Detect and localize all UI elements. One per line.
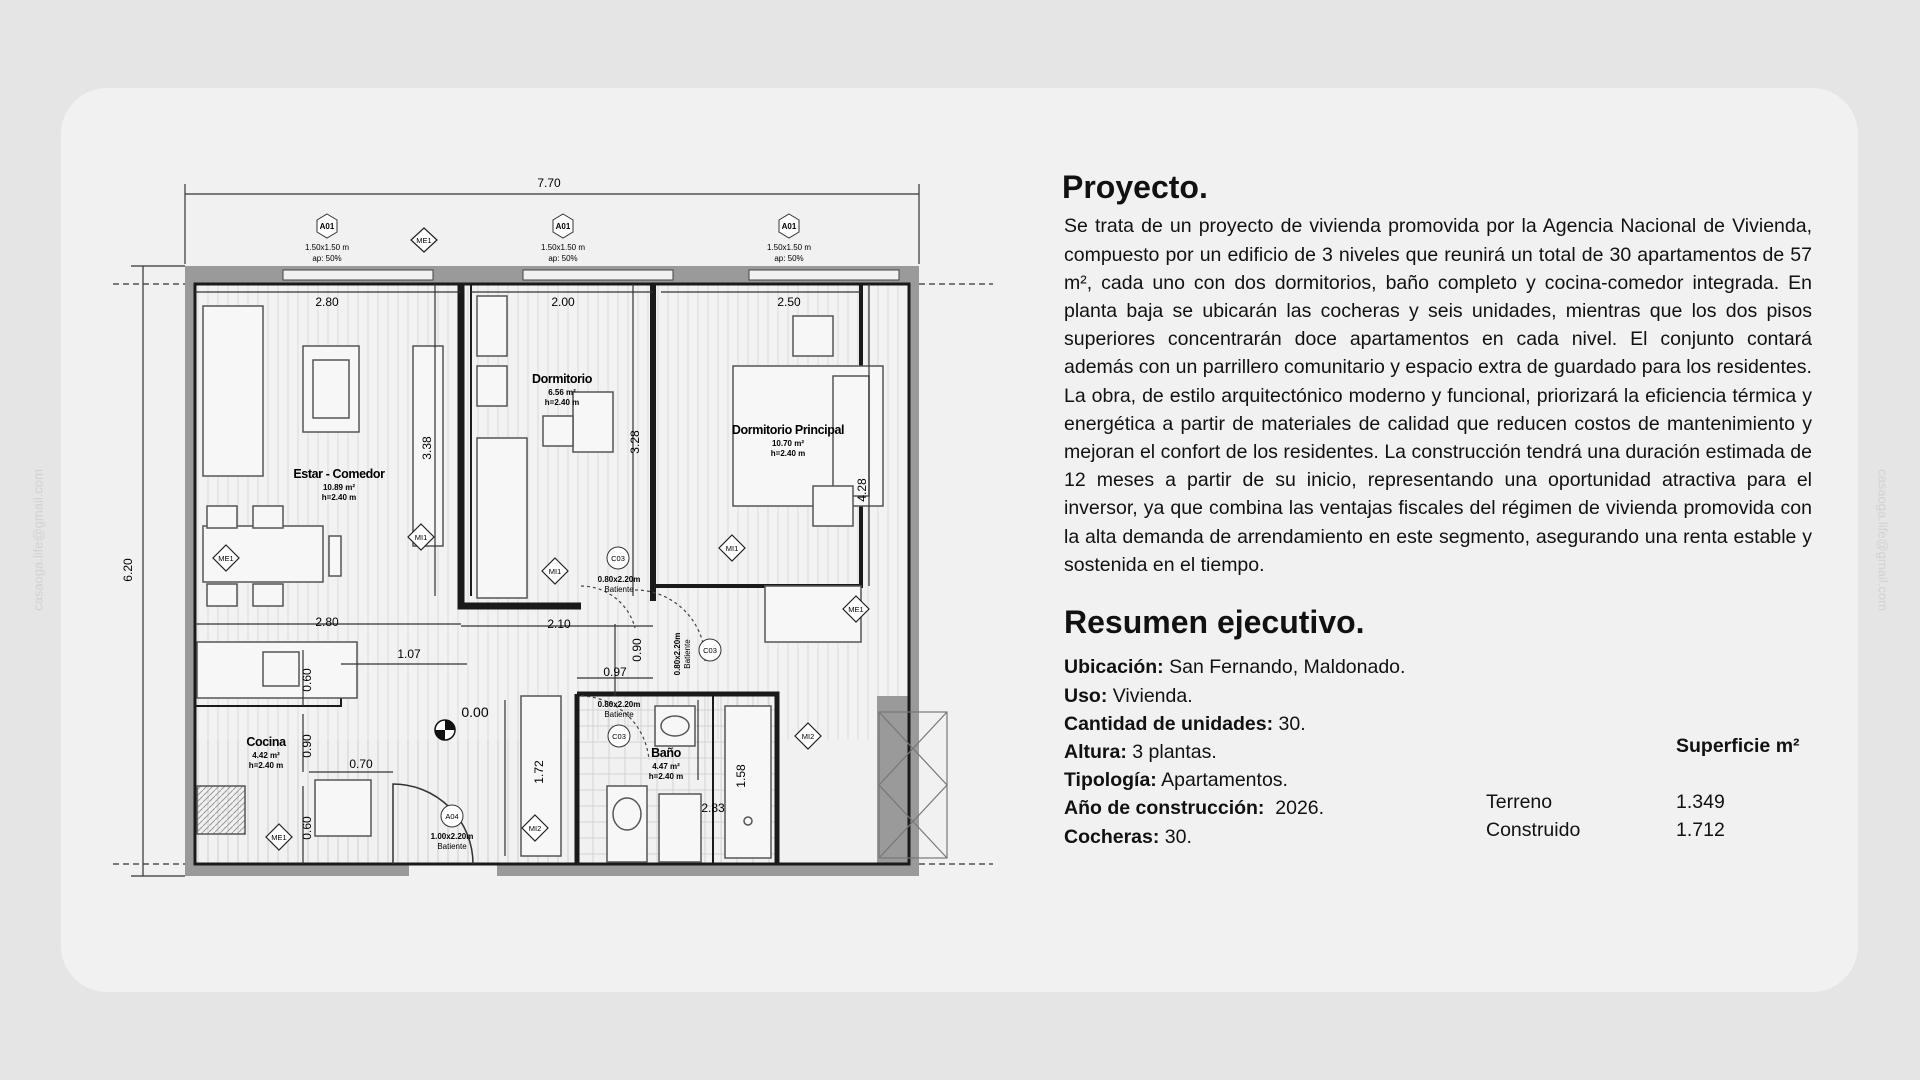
tag-mi1-master: MI1	[725, 544, 739, 553]
summary-label: Cantidad de unidades:	[1064, 712, 1274, 735]
summary-value: 30.	[1159, 825, 1192, 848]
room-principal-area: 10.70 m²	[771, 439, 805, 448]
summary-label: Tipología:	[1064, 769, 1157, 792]
tag-a04-entrance: A04	[445, 812, 459, 821]
door-c03-bath-size: 0.80x2.20m	[597, 700, 641, 709]
window-tag-1-code: A01	[319, 222, 335, 231]
door-c03-bath-type: Batiente	[604, 710, 634, 719]
tag-c03-bedroom: C03	[611, 554, 625, 563]
room-estar-name: Estar - Comedor	[293, 467, 385, 481]
summary-value: 2026.	[1264, 797, 1325, 820]
superficie-row-terreno-value: 1.349	[1676, 791, 1725, 814]
room-principal-height: h=2.40 m	[770, 449, 806, 458]
tag-mi2-hall: MI2	[528, 824, 542, 833]
summary-value: 30.	[1273, 712, 1306, 735]
proyecto-paragraph-2: La obra, de estilo arquitectónico moderno y funcional, priorizará la eficiencia térmica y energética a partir de materiales de calidad que reducen costos de mantenimiento y mejoran el confort de los residentes. La construcción tendrá una duración estimada de 12 meses a partir de su inicio, representando una oportunidad atractiva para el inversor, ya que combina las ventajas fiscales del régimen de vivienda promovida con la alta demanda de arrendamiento en este segmento, asegurando una renta estable y sostenida en el tiempo.	[1064, 384, 1812, 576]
dim-097: 0.97	[603, 665, 627, 679]
tag-c03-master: C03	[703, 646, 717, 655]
window-tag-3-ap: ap: 50%	[774, 254, 804, 263]
door-a04-type: Batiente	[437, 842, 467, 851]
superficie-row-construido-value: 1.712	[1676, 819, 1725, 842]
dim-428: 4.28	[855, 478, 869, 502]
summary-value: 3 plantas.	[1126, 741, 1217, 764]
door-a04-size: 1.00x2.20m	[430, 832, 474, 841]
window-tag-2-code: A01	[555, 222, 571, 231]
tag-me1-kitchen: ME1	[271, 833, 287, 842]
level-marker-icon	[435, 720, 455, 740]
room-dormitorio-name: Dormitorio	[532, 372, 592, 386]
text-column	[1064, 168, 1812, 853]
dim-250: 2.50	[777, 295, 801, 309]
dim-060-upper: 0.60	[300, 668, 314, 692]
tag-me1-top: ME1	[416, 236, 432, 245]
tag-mi2-bath: MI2	[801, 732, 815, 741]
dim-338: 3.38	[420, 436, 434, 460]
tag-mi1-bedroom: MI1	[548, 567, 562, 576]
tag-me1-master: ME1	[848, 605, 864, 614]
dim-overall-height: 6.20	[121, 558, 135, 582]
dim-280-bottom: 2.80	[315, 615, 339, 629]
summary-label: Ubicación:	[1064, 656, 1164, 679]
room-principal-name: Dormitorio Principal	[731, 423, 845, 437]
dim-328: 3.28	[628, 430, 642, 454]
summary-value: Apartamentos.	[1156, 769, 1288, 792]
summary-label: Año de construcción:	[1064, 797, 1265, 820]
proyecto-paragraph-1: Se trata de un proyecto de vivienda promovida por la Agencia Nacional de Vivienda, compuesto por un edificio de 3 niveles que reunirá un total de 30 apartamentos de 57 m², cada uno con dos dormitorios, baño completo y cocina-comedor integrada. En planta baja se ubicarán las cocheras y seis unidades, mientras que los dos pisos superiores concentrarán doce apartamentos en cada nivel. El conjunto contará además con un parrillero comunitario y espacio extra de guardado para los residentes.	[1064, 215, 1812, 379]
room-dormitorio-area: 6.56 m²	[548, 388, 576, 397]
level-value: 0.00	[461, 704, 489, 720]
superficie-row-terreno-label: Terreno	[1486, 791, 1553, 814]
summary-value: Vivienda.	[1107, 684, 1193, 707]
door-c03-master-size: 0.80x2.20m	[673, 632, 682, 676]
window-a01-3	[749, 270, 899, 280]
window-tag-3-size: 1.50x1.50 m	[766, 243, 812, 252]
tag-mi1-living: MI1	[414, 533, 428, 542]
superficie-header: Superficie m²	[1676, 735, 1800, 758]
window-tag-1-size: 1.50x1.50 m	[304, 243, 350, 252]
door-c03-master-type: Batiente	[683, 639, 692, 669]
room-cocina-height: h=2.40 m	[248, 761, 284, 770]
tag-me1-living: ME1	[218, 554, 234, 563]
room-estar-height: h=2.40 m	[321, 493, 357, 502]
window-tag-2-ap: ap: 50%	[548, 254, 578, 263]
dim-210: 2.10	[547, 617, 571, 631]
summary-value: San Fernando, Maldonado.	[1163, 656, 1406, 679]
dim-090-kitchen: 0.90	[300, 734, 314, 758]
room-cocina-name: Cocina	[246, 735, 286, 749]
room-bano-height: h=2.40 m	[648, 772, 684, 781]
dim-107: 1.07	[397, 647, 421, 661]
window-tag-3-code: A01	[781, 222, 797, 231]
dim-060-lower: 0.60	[300, 816, 314, 840]
dim-090-door: 0.90	[630, 638, 644, 662]
dim-overall-width: 7.70	[537, 176, 561, 190]
dim-172: 1.72	[532, 760, 546, 784]
room-dormitorio-height: h=2.40 m	[544, 398, 580, 407]
room-estar-area: 10.89 m²	[322, 483, 356, 492]
window-a01-1	[283, 270, 433, 280]
room-bano-area: 4.47 m²	[652, 762, 680, 771]
dim-280-top: 2.80	[315, 295, 339, 309]
resumen-heading: Resumen ejecutivo.	[1064, 604, 1365, 641]
door-c03-bedroom-size: 0.80x2.20m	[597, 575, 641, 584]
room-cocina-area: 4.42 m²	[252, 751, 280, 760]
room-bano-name: Baño	[651, 746, 681, 760]
door-c03-bedroom-type: Batiente	[604, 585, 634, 594]
tag-c03-bath: C03	[612, 732, 626, 741]
window-tag-1-ap: ap: 50%	[312, 254, 342, 263]
summary-label: Cocheras:	[1064, 825, 1160, 848]
summary-label: Altura:	[1064, 741, 1127, 764]
floor-plan	[113, 166, 993, 886]
dim-200: 2.00	[551, 295, 575, 309]
proyecto-heading: Proyecto.	[1062, 169, 1208, 205]
superficie-table	[1486, 653, 1816, 853]
dim-158: 1.58	[734, 764, 748, 788]
watermark-left: casaoga.life@gmail.com	[30, 469, 46, 611]
summary-label: Uso:	[1064, 684, 1108, 707]
resumen-summary	[1064, 653, 1812, 853]
window-tag-2-size: 1.50x1.50 m	[540, 243, 586, 252]
superficie-row-construido-label: Construido	[1486, 819, 1581, 842]
window-a01-2	[523, 270, 673, 280]
dim-070: 0.70	[349, 757, 373, 771]
watermark-right: casaoga.life@gmail.com	[1875, 469, 1891, 611]
dim-283: 2.83	[701, 801, 725, 815]
